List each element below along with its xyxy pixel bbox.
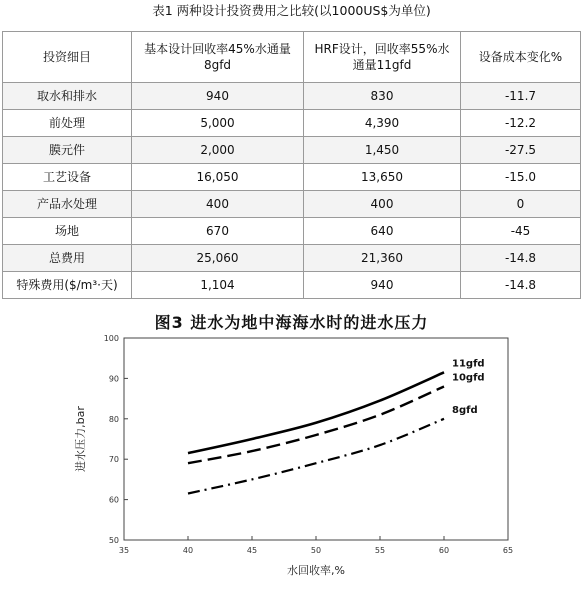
cell-item: 膜元件: [3, 137, 132, 164]
header-base-design-line2: 8gfd: [203, 58, 232, 72]
cell-base: 670: [132, 218, 304, 245]
plot-frame: [124, 338, 508, 540]
x-tick-label: 65: [502, 546, 514, 555]
series-line-8gfd: [188, 419, 444, 494]
y-tick-label: 70: [108, 455, 119, 465]
cell-change: -15.0: [461, 164, 581, 191]
cell-item: 特殊费用($/m³·天): [3, 272, 132, 299]
series-label-11gfd: 11gfd: [452, 358, 485, 370]
y-tick-label: 100: [103, 334, 119, 343]
x-tick-label: 55: [374, 546, 386, 555]
cell-change: -14.8: [461, 272, 581, 299]
cell-change: 0: [461, 191, 581, 218]
cell-item: 工艺设备: [3, 164, 132, 191]
header-item: 投资细目: [3, 32, 132, 83]
cell-hrf: 830: [304, 83, 461, 110]
header-base-design: [132, 32, 304, 83]
header-hrf-design-line2: 通量11gfd: [352, 58, 412, 72]
cell-item: 场地: [3, 218, 132, 245]
cell-item: 取水和排水: [3, 83, 132, 110]
cell-hrf: 13,650: [304, 164, 461, 191]
y-tick-label: 80: [108, 414, 119, 424]
x-tick-label: 35: [118, 546, 130, 555]
cell-hrf: 21,360: [304, 245, 461, 272]
series-line-11gfd: [188, 372, 444, 453]
x-tick-label: 60: [438, 546, 450, 555]
cell-base: 400: [132, 191, 304, 218]
cell-base: 2,000: [132, 137, 304, 164]
header-hrf-design: [304, 32, 461, 83]
x-tick-label: 50: [310, 546, 322, 555]
table-row: [3, 137, 581, 164]
x-tick-label: 45: [246, 546, 258, 555]
series-label-8gfd: 8gfd: [452, 404, 478, 416]
cell-hrf: 1,450: [304, 137, 461, 164]
cell-base: 25,060: [132, 245, 304, 272]
y-tick-label: 90: [108, 374, 119, 384]
table-row: [3, 191, 581, 218]
series-label-10gfd: 10gfd: [452, 372, 485, 384]
cell-hrf: 4,390: [304, 110, 461, 137]
chart-svg: [0, 300, 583, 587]
cost-comparison-table: [2, 31, 581, 299]
table-title: 表1 两种设计投资费用之比较(以1000US$为单位): [152, 3, 431, 18]
cell-change: -14.8: [461, 245, 581, 272]
y-axis-label: 进水压力,bar: [74, 406, 87, 472]
table-row: [3, 164, 581, 191]
cell-base: 940: [132, 83, 304, 110]
x-tick-label: 40: [182, 546, 194, 555]
cell-base: 5,000: [132, 110, 304, 137]
cell-change: -11.7: [461, 83, 581, 110]
table-row: [3, 83, 581, 110]
cell-item: 前处理: [3, 110, 132, 137]
y-tick-label: 60: [108, 495, 119, 505]
y-tick-label: 50: [108, 536, 119, 545]
cell-item: 产品水处理: [3, 191, 132, 218]
header-base-design-line1: 基本设计回收率45%水通量: [144, 42, 291, 56]
table-row: [3, 245, 581, 272]
cell-hrf: 400: [304, 191, 461, 218]
table-header-row: [3, 32, 581, 83]
x-axis-label: 水回收率,%: [287, 564, 345, 577]
table-row: [3, 272, 581, 299]
header-cost-change: 设备成本变化%: [461, 32, 581, 83]
table-row: [3, 110, 581, 137]
cell-item: 总费用: [3, 245, 132, 272]
header-hrf-design-line1: HRF设计，回收率55%水: [314, 42, 450, 56]
cell-change: -27.5: [461, 137, 581, 164]
pressure-chart: [0, 300, 583, 587]
cell-base: 1,104: [132, 272, 304, 299]
cell-change: -12.2: [461, 110, 581, 137]
cell-change: -45: [461, 218, 581, 245]
chart-title: 图3 进水为地中海海水时的进水压力: [154, 313, 429, 332]
cell-base: 16,050: [132, 164, 304, 191]
table-row: [3, 218, 581, 245]
series-line-10gfd: [188, 387, 444, 464]
cell-hrf: 640: [304, 218, 461, 245]
cell-hrf: 940: [304, 272, 461, 299]
